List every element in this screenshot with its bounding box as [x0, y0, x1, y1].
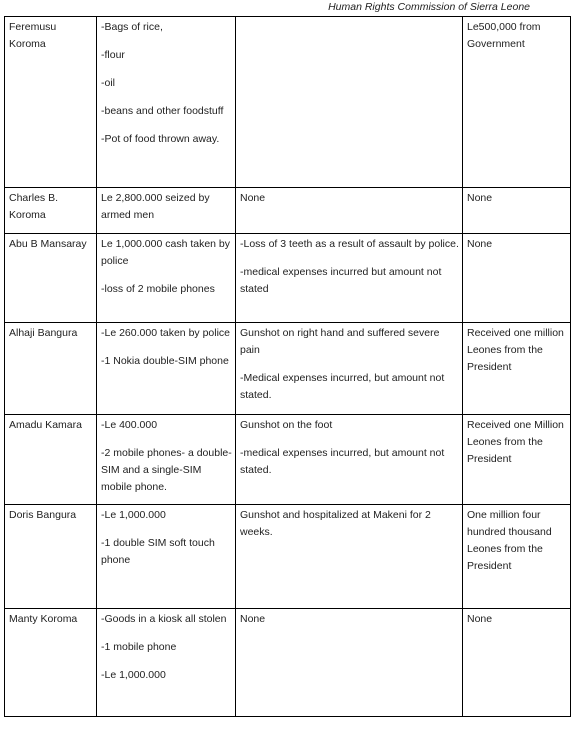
- compensation-cell: [463, 234, 571, 323]
- injury-item: -Loss of 3 teeth as a result of assault by police.: [240, 238, 459, 250]
- injury-cell: [236, 188, 463, 234]
- victim-name-cell: [5, 234, 97, 323]
- compensation-table: [4, 16, 571, 717]
- injury-item: Gunshot and hospitalized at Makeni for 2 weeks.: [240, 509, 431, 538]
- loss-cell: [97, 609, 236, 717]
- loss-item: Le 2,800.000 seized by armed men: [101, 192, 210, 221]
- table-row: [5, 17, 571, 188]
- loss-item: -Pot of food thrown away.: [101, 133, 220, 145]
- compensation-text: One million four hundred thousand Leones from the President: [467, 509, 552, 572]
- table-row: [5, 415, 571, 505]
- victim-name: Doris Bangura: [9, 509, 77, 521]
- compensation-cell: [463, 188, 571, 234]
- injury-item: -medical expenses incurred but amount not stated: [240, 266, 442, 295]
- injury-item: -Medical expenses incurred, but amount not stated.: [240, 372, 445, 401]
- victim-name-cell: [5, 415, 97, 505]
- table-row: [5, 505, 571, 609]
- injury-cell: [236, 323, 463, 415]
- compensation-cell: [463, 415, 571, 505]
- victim-name: Manty Koroma: [9, 613, 78, 625]
- table-row: [5, 188, 571, 234]
- victim-name-cell: [5, 17, 97, 188]
- injury-cell: [236, 234, 463, 323]
- table-row: [5, 234, 571, 323]
- injury-item: -medical expenses incurred, but amount not stated.: [240, 447, 445, 476]
- loss-item: -1 Nokia double-SIM phone: [101, 355, 229, 367]
- loss-item: -beans and other foodstuff: [101, 105, 224, 117]
- table-row: [5, 323, 571, 415]
- victim-name: Feremusu Koroma: [9, 21, 57, 50]
- compensation-text: Received one Million Leones from the President: [467, 419, 564, 465]
- loss-cell: [97, 17, 236, 188]
- loss-item: -Le 260.000 taken by police: [101, 327, 231, 339]
- victim-name-cell: [5, 609, 97, 717]
- injury-item: None: [240, 613, 266, 625]
- compensation-text: Received one million Leones from the President: [467, 327, 564, 373]
- table-row: [5, 609, 571, 717]
- loss-item: -Le 1,000.000: [101, 509, 166, 521]
- victim-name-cell: [5, 323, 97, 415]
- compensation-cell: [463, 17, 571, 188]
- compensation-cell: [463, 505, 571, 609]
- compensation-text: Le500,000 from Government: [467, 21, 541, 50]
- victim-name-cell: [5, 188, 97, 234]
- injury-cell: [236, 505, 463, 609]
- loss-cell: [97, 415, 236, 505]
- loss-item: -flour: [101, 49, 125, 61]
- compensation-cell: [463, 323, 571, 415]
- loss-item: -2 mobile phones- a double-SIM and a single-SIM mobile phone.: [101, 447, 232, 493]
- victim-name: Abu B Mansaray: [9, 238, 87, 250]
- loss-item: -1 mobile phone: [101, 641, 177, 653]
- loss-item: -Goods in a kiosk all stolen: [101, 613, 227, 625]
- compensation-cell: [463, 609, 571, 717]
- page-header: Human Rights Commission of Sierra Leone: [328, 1, 530, 13]
- loss-cell: [97, 505, 236, 609]
- injury-cell: [236, 609, 463, 717]
- loss-cell: [97, 323, 236, 415]
- victim-name-cell: [5, 505, 97, 609]
- compensation-text: None: [467, 613, 493, 625]
- loss-cell: [97, 234, 236, 323]
- injury-cell: [236, 17, 463, 188]
- loss-item: -Le 1,000.000: [101, 669, 166, 681]
- loss-item: -Bags of rice,: [101, 21, 163, 33]
- loss-item: -1 double SIM soft touch phone: [101, 537, 215, 566]
- victim-name: Charles B. Koroma: [9, 192, 59, 221]
- compensation-text: None: [467, 192, 493, 204]
- victim-name: Alhaji Bangura: [9, 327, 78, 339]
- loss-item: Le 1,000.000 cash taken by police: [101, 238, 231, 267]
- compensation-text: None: [467, 238, 493, 250]
- injury-item: None: [240, 192, 266, 204]
- victim-name: Amadu Kamara: [9, 419, 82, 431]
- injury-item: Gunshot on right hand and suffered severe pain: [240, 327, 440, 356]
- injury-item: Gunshot on the foot: [240, 419, 333, 431]
- loss-item: -oil: [101, 77, 116, 89]
- loss-item: -Le 400.000: [101, 419, 158, 431]
- injury-cell: [236, 415, 463, 505]
- loss-item: -loss of 2 mobile phones: [101, 283, 215, 295]
- loss-cell: [97, 188, 236, 234]
